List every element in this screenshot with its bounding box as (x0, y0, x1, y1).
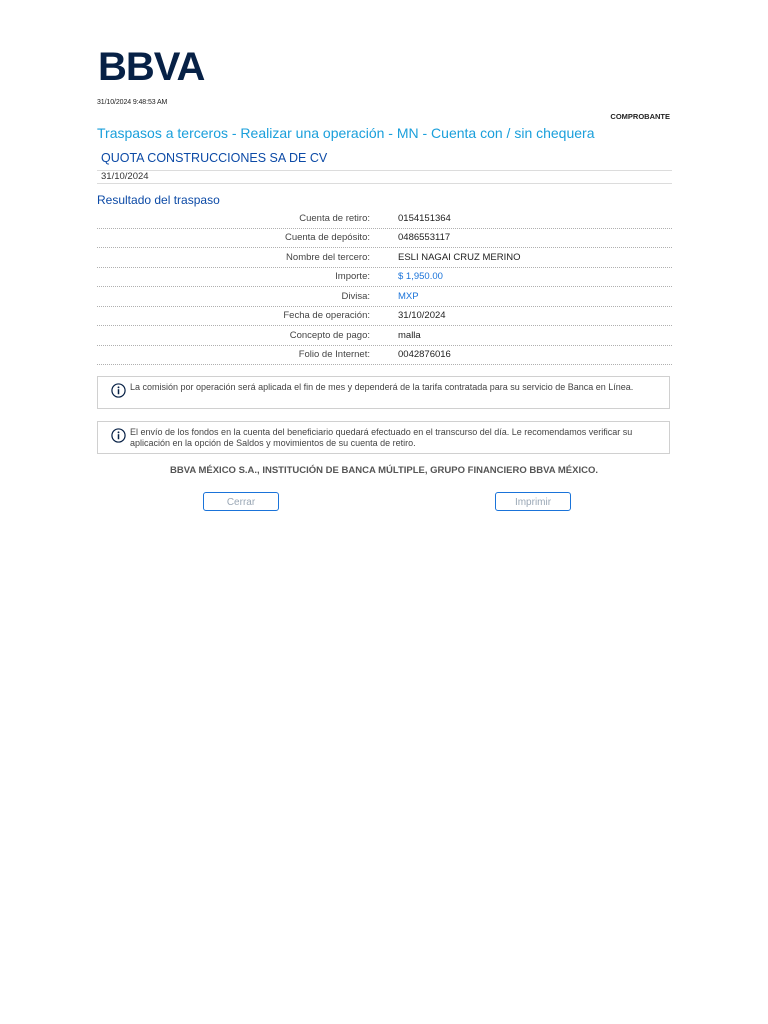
detail-value: 31/10/2024 (398, 310, 446, 322)
detail-label: Cuenta de retiro: (299, 212, 370, 224)
legal-footer: BBVA MÉXICO S.A., INSTITUCIÓN DE BANCA MÚLTIPLE, GRUPO FINANCIERO BBVA MÉXICO. (169, 465, 599, 476)
company-name: QUOTA CONSTRUCCIONES SA DE CV (101, 151, 328, 165)
funds-delivery-notice (97, 421, 670, 454)
notice-text: El envío de los fondos en la cuenta del beneficiario quedará efectuado en el transcurso del día. Le recomendamos verificar su aplicación en la opción de Saldos y movimientos de su cuenta de retiro. (130, 427, 633, 448)
detail-label: Concepto de pago: (289, 329, 370, 341)
detail-label: Nombre del tercero: (286, 251, 370, 263)
detail-value: 0486553117 (398, 232, 451, 244)
detail-row-operation-date (97, 307, 672, 327)
detail-value: malla (398, 329, 421, 341)
detail-label: Cuenta de depósito: (284, 232, 370, 244)
detail-row-currency (97, 287, 672, 307)
close-button[interactable]: Cerrar (203, 492, 279, 511)
detail-row-payment-concept (97, 326, 672, 346)
detail-value: 0154151364 (398, 212, 451, 224)
info-icon (111, 383, 126, 398)
currency-value: MXP (398, 290, 419, 302)
section-title: Resultado del traspaso (97, 193, 220, 207)
detail-label: Divisa: (341, 290, 370, 302)
detail-row-deposit-account (97, 229, 672, 249)
detail-value: ESLI NAGAI CRUZ MERINO (398, 251, 521, 263)
detail-label: Fecha de operación: (283, 310, 370, 322)
transfer-details-table (97, 209, 672, 365)
svg-text:BBVA: BBVA (98, 45, 205, 84)
detail-label: Folio de Internet: (298, 349, 370, 361)
detail-row-withdrawal-account (97, 209, 672, 229)
divider (97, 183, 672, 184)
info-icon (111, 428, 126, 443)
amount-value: $ 1,950.00 (398, 271, 443, 283)
detail-label: Importe: (335, 271, 370, 283)
print-button[interactable]: Imprimir (495, 492, 571, 511)
detail-row-amount (97, 268, 672, 288)
commission-notice (97, 376, 670, 409)
notice-text: La comisión por operación será aplicada el fin de mes y dependerá de la tarifa contratada para su servicio de Banca en Línea. (130, 382, 634, 392)
document-kind-label: COMPROBANTE (610, 112, 670, 121)
page-title: Traspasos a terceros - Realizar una operación - MN - Cuenta con / sin chequera (97, 125, 595, 141)
detail-row-internet-folio (97, 346, 672, 366)
detail-row-third-party-name (97, 248, 672, 268)
operation-date: 31/10/2024 (101, 171, 149, 182)
divider (97, 170, 672, 171)
print-timestamp: 31/10/2024 9:48:53 AM (97, 99, 168, 106)
bbva-logo (98, 44, 208, 84)
detail-value: 0042876016 (398, 349, 451, 361)
